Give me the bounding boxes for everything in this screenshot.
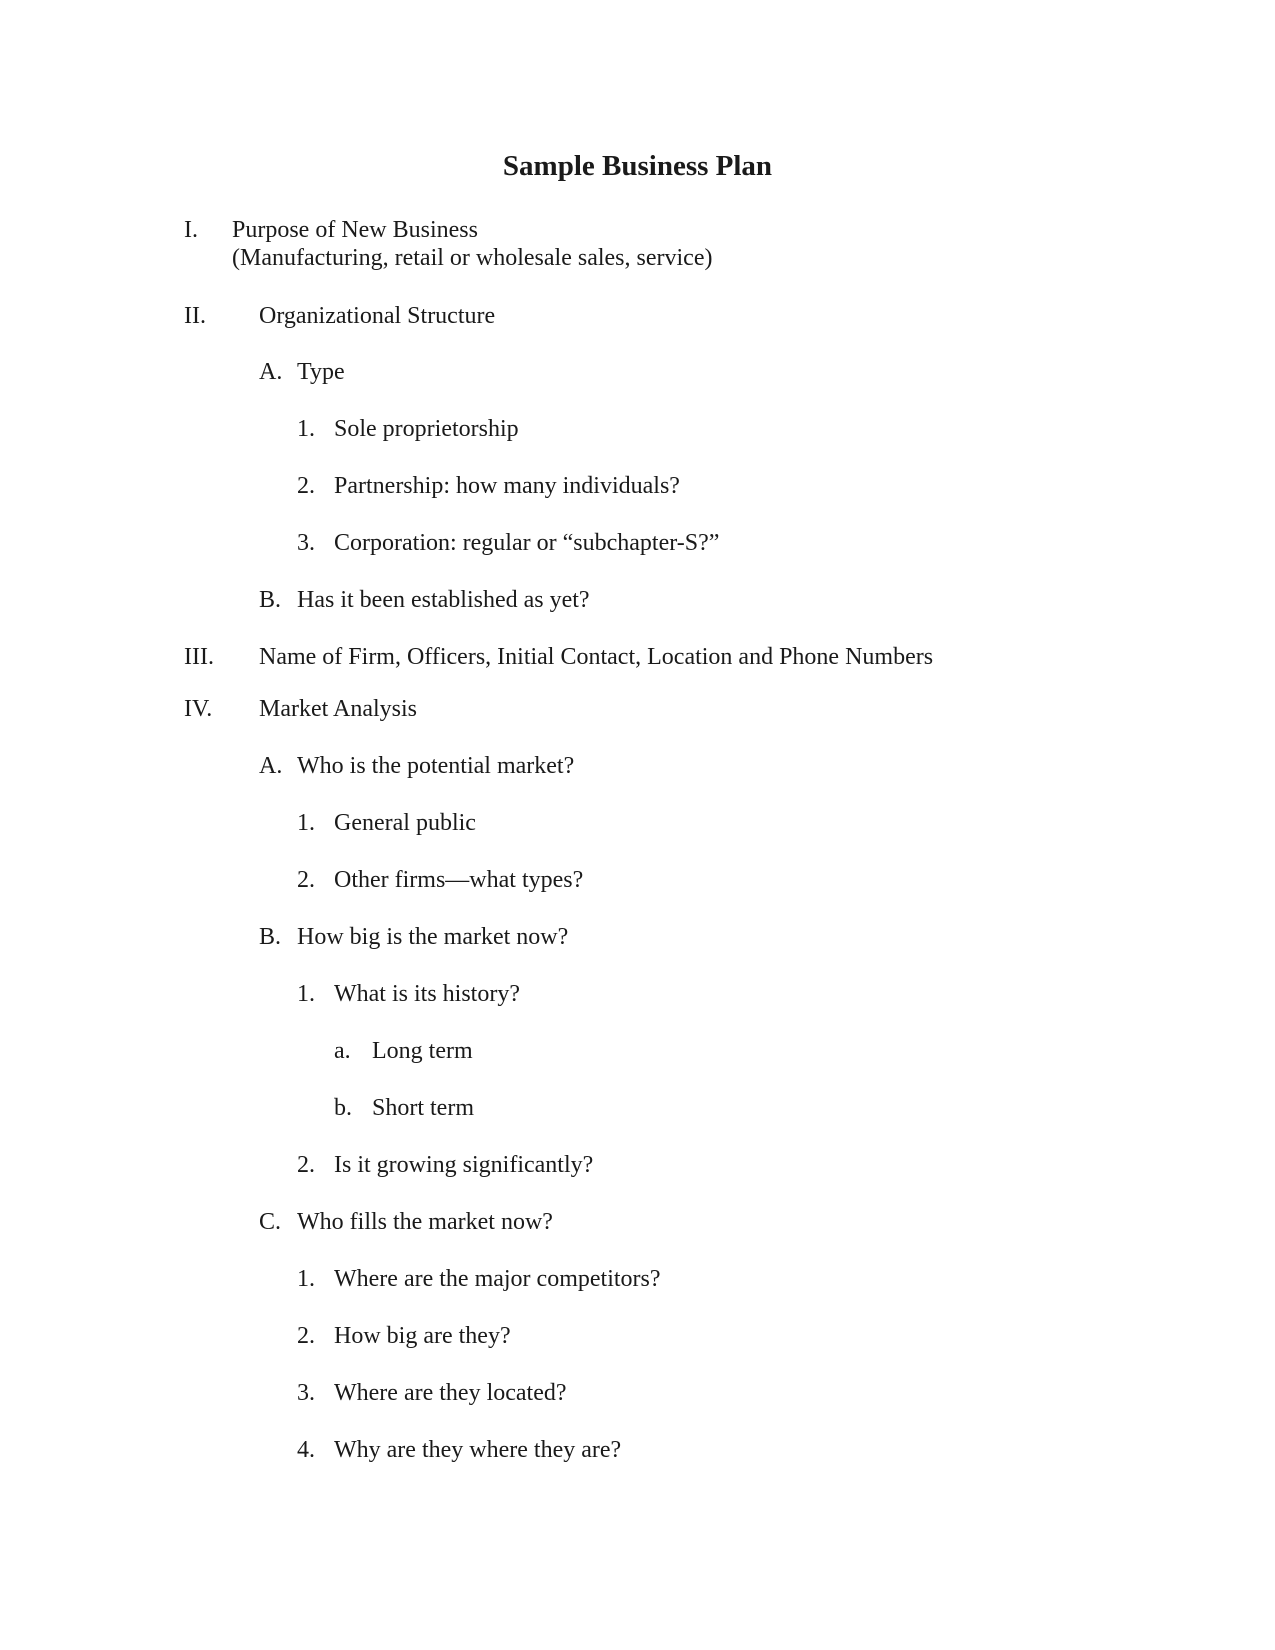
- outline-marker: I.: [184, 217, 198, 243]
- outline-marker: A.: [259, 359, 283, 385]
- outline-text: Organizational Structure: [259, 303, 496, 329]
- outline-marker: 1.: [297, 416, 315, 442]
- outline-text: Has it been established as yet?: [297, 587, 590, 613]
- outline-marker: b.: [334, 1095, 352, 1121]
- outline-text: Partnership: how many individuals?: [334, 473, 680, 499]
- outline-marker: II.: [184, 303, 206, 329]
- outline-marker: 3.: [297, 1380, 315, 1406]
- outline-text: General public: [334, 810, 476, 836]
- outline-marker: B.: [259, 587, 282, 613]
- outline-text: Purpose of New Business: [232, 217, 478, 243]
- outline-text: Other firms—what types?: [334, 867, 584, 893]
- outline-marker: 2.: [297, 1152, 315, 1178]
- outline-marker: IV.: [184, 696, 213, 722]
- outline-subtext: (Manufacturing, retail or wholesale sales, service): [232, 245, 713, 271]
- outline-text: Type: [297, 359, 345, 385]
- outline-text: How big is the market now?: [297, 924, 569, 950]
- outline-marker: a.: [334, 1038, 351, 1064]
- outline-text: Short term: [372, 1095, 474, 1121]
- outline-marker: 3.: [297, 530, 315, 556]
- outline-marker: 2.: [297, 473, 315, 499]
- outline-marker: 2.: [297, 1323, 315, 1349]
- outline-marker: III.: [184, 644, 214, 670]
- outline-text: How big are they?: [334, 1323, 511, 1349]
- outline-text: Name of Firm, Officers, Initial Contact, Location and Phone Numbers: [259, 644, 934, 670]
- outline-text: Sole proprietorship: [334, 416, 519, 442]
- outline-text: Corporation: regular or “subchapter-S?”: [334, 530, 720, 556]
- outline-text: Long term: [372, 1038, 473, 1064]
- outline-marker: C.: [259, 1209, 282, 1235]
- outline-text: Is it growing significantly?: [334, 1152, 594, 1178]
- outline-marker: B.: [259, 924, 282, 950]
- outline-marker: 1.: [297, 810, 315, 836]
- outline-marker: 4.: [297, 1437, 315, 1463]
- document-title: Sample Business Plan: [502, 150, 773, 182]
- outline-text: Who is the potential market?: [297, 753, 575, 779]
- outline-text: Where are they located?: [334, 1380, 567, 1406]
- outline-marker: 1.: [297, 981, 315, 1007]
- outline-text: Market Analysis: [259, 696, 417, 722]
- outline-marker: 2.: [297, 867, 315, 893]
- outline-marker: 1.: [297, 1266, 315, 1292]
- outline-text: Why are they where they are?: [334, 1437, 622, 1463]
- outline-text: Who fills the market now?: [297, 1209, 553, 1235]
- outline-marker: A.: [259, 753, 283, 779]
- outline-text: Where are the major competitors?: [334, 1266, 661, 1292]
- outline-text: What is its history?: [334, 981, 520, 1007]
